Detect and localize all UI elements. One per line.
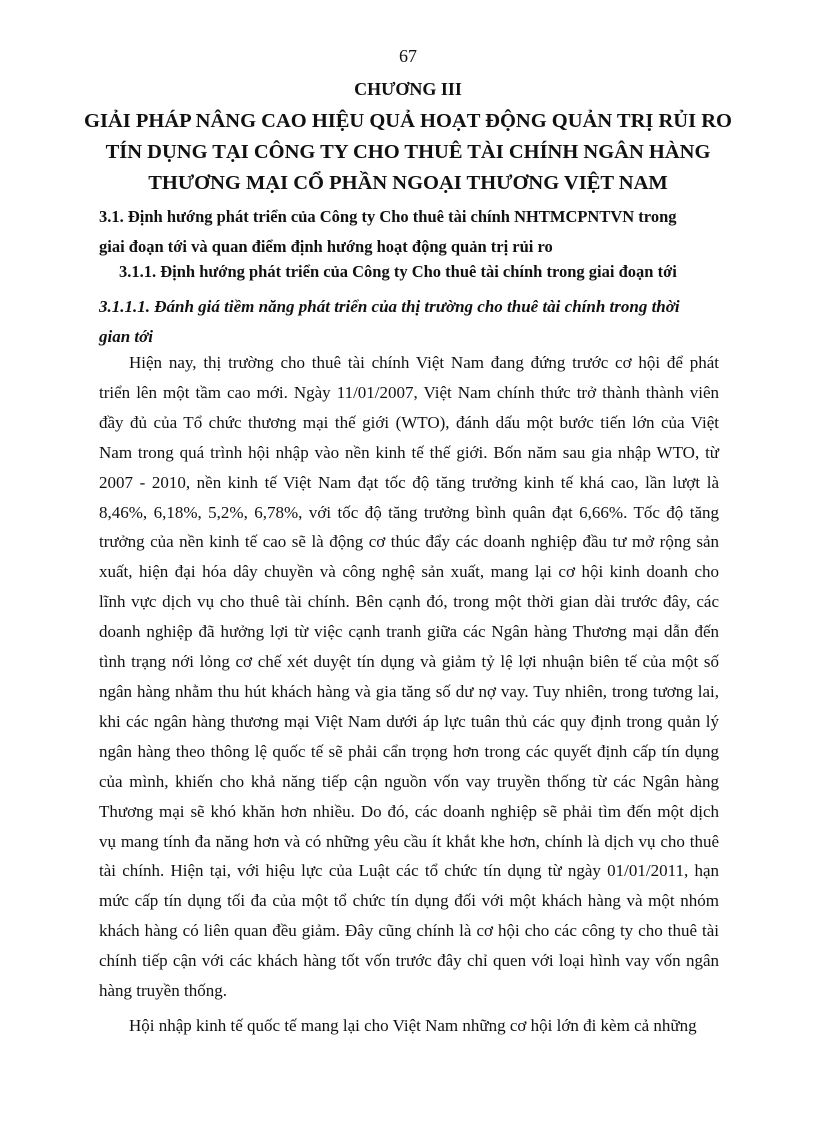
paragraph-2 bbox=[99, 1011, 719, 1041]
paragraph-1 bbox=[99, 348, 719, 1006]
paragraph-line: của mình, khiến cho khả năng tiếp cận nguồn vốn vay truyền thống từ các Ngân hàng bbox=[99, 771, 719, 791]
heading-line: 3.1.1.1. Đánh giá tiềm năng phát triển của thị trường cho thuê tài chính trong thời bbox=[99, 297, 680, 316]
paragraph-line: tình trạng nới lỏng cơ chế xét duyệt tín dụng và giảm tỷ lệ lợi nhuận biên tế của một số bbox=[99, 652, 719, 672]
paragraph-line: đầy đủ của Tổ chức thương mại thế giới (WTO), đánh dấu một bước tiến lớn của Việt bbox=[99, 412, 719, 432]
paragraph-line: ngân hàng theo thông lệ quốc tế sẽ phải cẩn trọng hơn trong các quyết định cấp tín dụng bbox=[99, 741, 719, 761]
paragraph-line: Hiện nay, thị trường cho thuê tài chính Việt Nam đang đứng trước cơ hội để phát bbox=[129, 353, 719, 372]
section-heading-3-1 bbox=[99, 202, 729, 262]
title-line: GIẢI PHÁP NÂNG CAO HIỆU QUẢ HOẠT ĐỘNG QUẢN TRỊ RỦI RO bbox=[84, 110, 732, 132]
paragraph-line: khách hàng có liên quan đều giảm. Đây cũng chính là cơ hội cho các công ty cho thuê tài bbox=[99, 921, 719, 941]
paragraph-line: doanh nghiệp đã hưởng lợi từ việc cạnh tranh giữa các Ngân hàng Thương mại dẫn đến bbox=[99, 622, 719, 642]
paragraph-line: Hội nhập kinh tế quốc tế mang lại cho Việt Nam những cơ hội lớn đi kèm cả những bbox=[129, 1016, 697, 1035]
heading-line: giai đoạn tới và quan điểm định hướng hoạt động quản trị rủi ro bbox=[99, 237, 553, 256]
paragraph-line: vụ mang tính đa năng hơn và có những yêu cầu ít khắt khe hơn, chính là dịch vụ cho thuê bbox=[99, 831, 719, 851]
paragraph-line: trưởng của nền kinh tế cao sẽ là động cơ thúc đẩy các doanh nghiệp đầu tư mở rộng sản bbox=[99, 532, 719, 552]
paragraph-line: chính tiếp cận với các khách hàng tốt vốn trước đây chỉ quen với loại hình vay vốn ngân bbox=[99, 951, 719, 971]
paragraph-line: xuất, hiện đại hóa dây chuyền và công nghệ sản xuất, mang lại cơ hội kinh doanh cho bbox=[99, 562, 719, 582]
heading-line: gian tới bbox=[99, 327, 153, 346]
title-line: TÍN DỤNG TẠI CÔNG TY CHO THUÊ TÀI CHÍNH NGÂN HÀNG bbox=[105, 141, 711, 163]
page-number: 67 bbox=[399, 46, 417, 66]
paragraph-line: Thương mại sẽ khó khăn hơn nhiều. Do đó, các doanh nghiệp sẽ phải tìm đến một dịch bbox=[99, 801, 719, 821]
paragraph-line: 8,46%, 6,18%, 5,2%, 6,78%, với tốc độ tăng trưởng bình quân đạt 6,66%. Tốc độ tăng bbox=[99, 502, 719, 522]
chapter-title bbox=[60, 106, 756, 199]
section-heading-3-1-1-1 bbox=[99, 292, 729, 352]
paragraph-line: triển lên một tầm cao mới. Ngày 11/01/2007, Việt Nam chính thức trở thành thành viên bbox=[99, 382, 719, 402]
title-line: THƯƠNG MẠI CỔ PHẦN NGOẠI THƯƠNG VIỆT NAM bbox=[148, 172, 668, 194]
paragraph-line: lĩnh vực dịch vụ cho thuê tài chính. Bên cạnh đó, trong một thời gian dài trước đây, các bbox=[99, 592, 719, 612]
paragraph-line: hàng truyền thống. bbox=[99, 981, 227, 1001]
paragraph-line: Nam trong quá trình hội nhập vào nền kinh tế thế giới. Bốn năm sau gia nhập WTO, từ bbox=[99, 442, 719, 462]
paragraph-line: ngân hàng nhằm thu hút khách hàng và gia tăng số dư nợ vay. Tuy nhiên, trong tương lai, bbox=[99, 681, 719, 701]
paragraph-line: 2007 - 2010, nền kinh tế Việt Nam đạt tốc độ tăng trưởng kinh tế khá cao, lần lượt là bbox=[99, 472, 719, 492]
heading-line: 3.1. Định hướng phát triển của Công ty Cho thuê tài chính NHTMCPNTVN trong bbox=[99, 207, 677, 226]
chapter-heading: CHƯƠNG III bbox=[354, 79, 462, 99]
section-heading-3-1-1: 3.1.1. Định hướng phát triển của Công ty Cho thuê tài chính trong giai đoạn tới bbox=[119, 262, 677, 281]
paragraph-line: khi các ngân hàng thương mại Việt Nam dưới áp lực tuân thủ các quy định trong quản lý bbox=[99, 711, 719, 731]
paragraph-line: mức cấp tín dụng tối đa của một tổ chức tín dụng đối với một khách hàng và một nhóm bbox=[99, 891, 719, 911]
paragraph-line: tài chính. Hiện tại, với hiệu lực của Luật các tổ chức tín dụng từ ngày 01/01/2011, hạn bbox=[99, 861, 719, 881]
